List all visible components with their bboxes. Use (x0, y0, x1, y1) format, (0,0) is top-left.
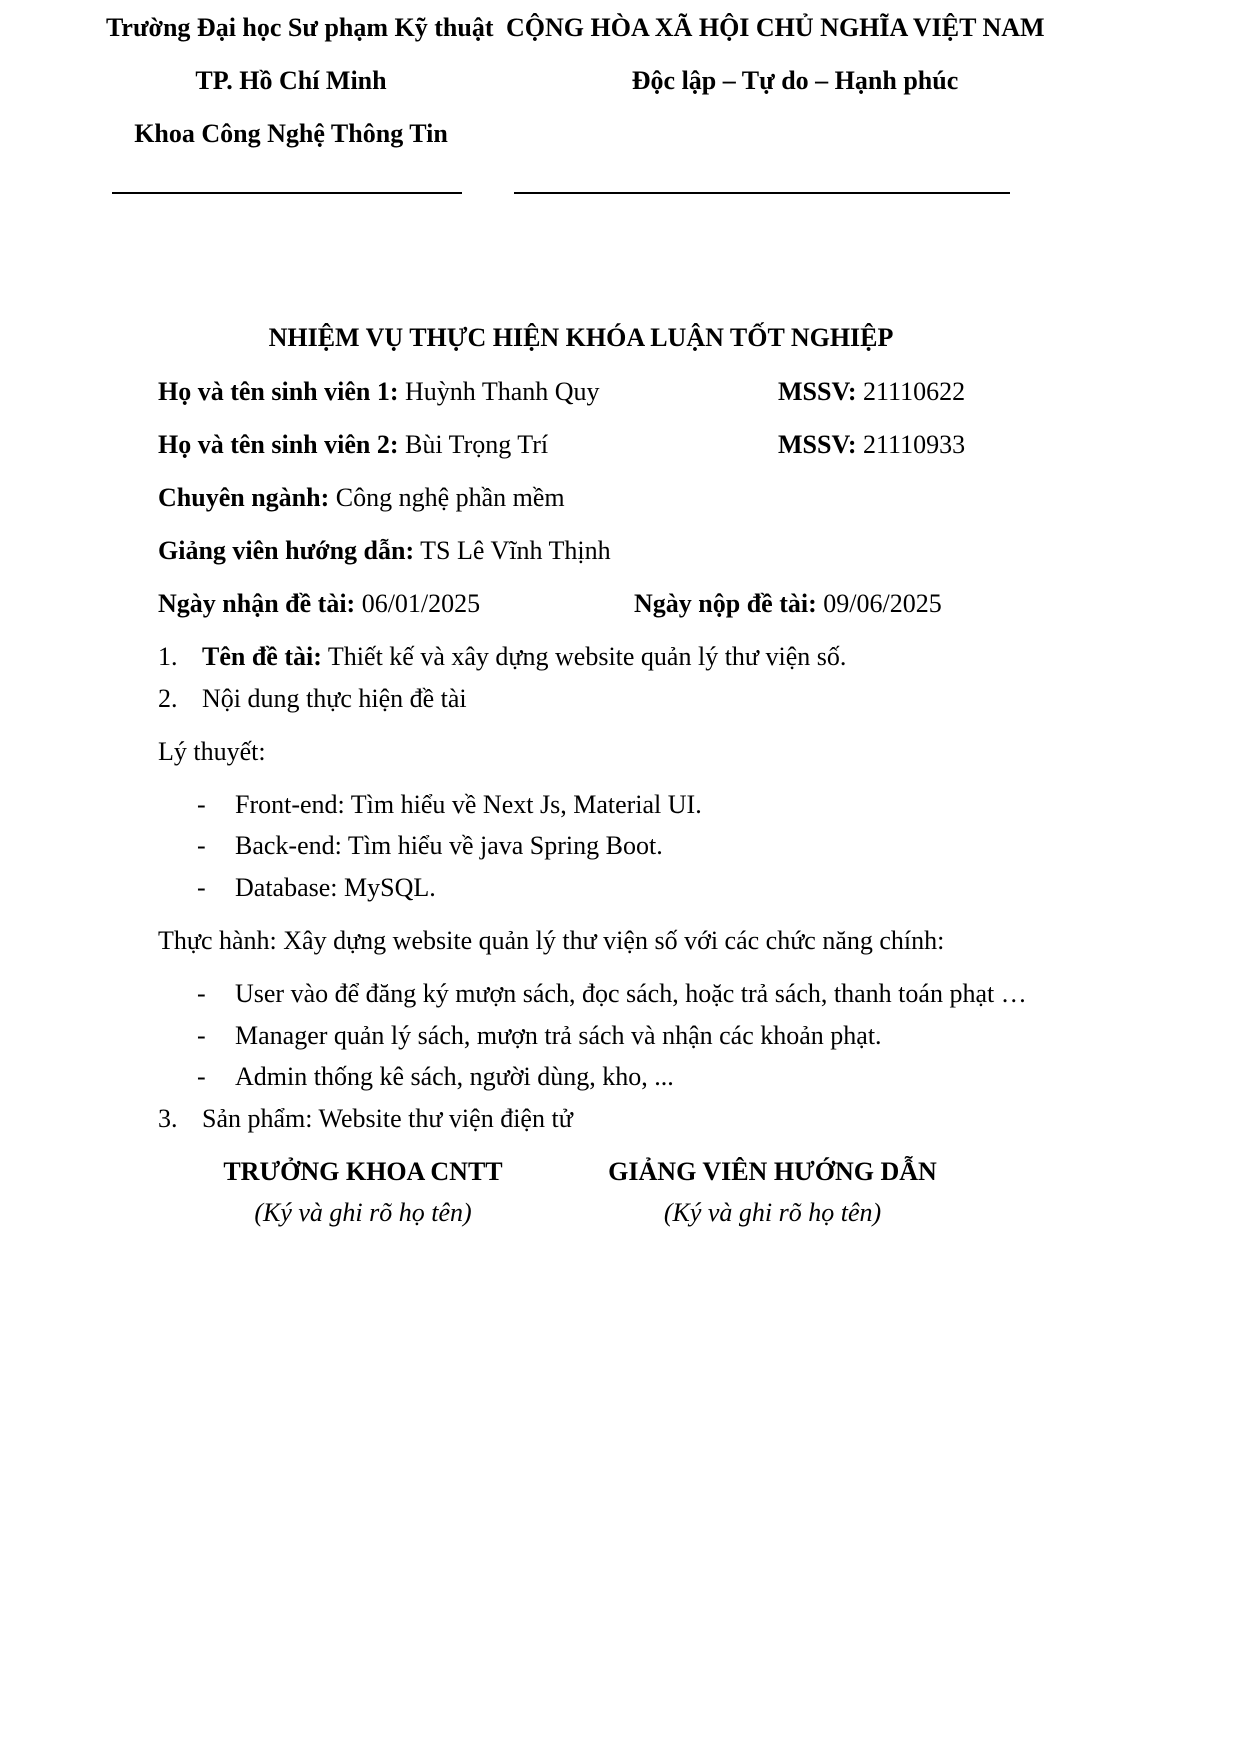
received-date-label: Ngày nhận đề tài: (158, 589, 356, 618)
advisor-label: Giảng viên hướng dẫn: (158, 536, 415, 565)
republic-name: CỘNG HÒA XÃ HỘI CHỦ NGHĨA VIỆT NAM (506, 13, 1045, 42)
school-city: TP. Hồ Chí Minh (195, 66, 387, 95)
student-1-id: 21110622 (863, 377, 966, 406)
section-3-number: 3. (158, 1104, 178, 1133)
major-value: Công nghệ phần mềm (335, 483, 565, 512)
practice-label: Thực hành: Xây dựng website quản lý thư viện số với các chức năng chính: (158, 926, 945, 955)
theory-item-1: Front-end: Tìm hiểu về Next Js, Material UI. (235, 790, 702, 819)
document-title: NHIỆM VỤ THỰC HIỆN KHÓA LUẬN TỐT NGHIỆP (268, 323, 894, 352)
student-2-name: Bùi Trọng Trí (405, 430, 549, 459)
section-2 (158, 683, 467, 715)
student-1-id-row (778, 376, 965, 408)
major-row (158, 482, 565, 514)
signature-left-note: (Ký và ghi rõ họ tên) (254, 1198, 472, 1227)
advisor-row (158, 535, 611, 567)
list-bullet: - (197, 1021, 206, 1050)
school-name: Trường Đại học Sư phạm Kỹ thuật (106, 13, 494, 42)
student-2-id-row (778, 429, 965, 461)
practice-item-3: Admin thống kê sách, người dùng, kho, ... (235, 1062, 674, 1091)
major-label: Chuyên ngành: (158, 483, 330, 512)
list-bullet: - (197, 831, 206, 860)
signature-left-title: TRƯỞNG KHOA CNTT (223, 1157, 503, 1186)
list-item (197, 1020, 882, 1052)
student-1-id-label: MSSV: (778, 377, 857, 406)
list-item (197, 978, 1027, 1010)
list-bullet: - (197, 979, 206, 1008)
header-left-rule (112, 192, 462, 194)
section-2-number: 2. (158, 684, 178, 713)
submitted-date-row (634, 588, 942, 620)
theory-item-3: Database: MySQL. (235, 873, 436, 902)
student-1-label: Họ và tên sinh viên 1: (158, 377, 399, 406)
practice-item-2: Manager quản lý sách, mượn trả sách và nhận các khoản phạt. (235, 1021, 882, 1050)
list-item (197, 1061, 674, 1093)
list-bullet: - (197, 790, 206, 819)
signature-right-title: GIẢNG VIÊN HƯỚNG DẪN (608, 1157, 937, 1186)
student-2-id: 21110933 (863, 430, 966, 459)
received-date: 06/01/2025 (361, 589, 481, 618)
faculty-name: Khoa Công Nghệ Thông Tin (134, 119, 448, 148)
section-2-text: Nội dung thực hiện đề tài (202, 684, 467, 713)
student-2-id-label: MSSV: (778, 430, 857, 459)
advisor-value: TS Lê Vĩnh Thịnh (420, 536, 611, 565)
list-bullet: - (197, 873, 206, 902)
submitted-date-label: Ngày nộp đề tài: (634, 589, 817, 618)
national-motto: Độc lập – Tự do – Hạnh phúc (631, 66, 959, 95)
list-item (197, 789, 702, 821)
list-item (197, 872, 436, 904)
student-1-name: Huỳnh Thanh Quy (405, 377, 600, 406)
section-3 (158, 1103, 573, 1135)
section-1-label: Tên đề tài: (202, 642, 322, 671)
section-1-value: Thiết kế và xây dựng website quản lý thư viện số. (327, 642, 847, 671)
received-date-row (158, 588, 480, 620)
list-item (197, 830, 663, 862)
student-2-label: Họ và tên sinh viên 2: (158, 430, 399, 459)
theory-item-2: Back-end: Tìm hiểu về java Spring Boot. (235, 831, 663, 860)
section-3-text: Sản phẩm: Website thư viện điện tử (202, 1104, 573, 1133)
submitted-date: 09/06/2025 (823, 589, 942, 618)
theory-label: Lý thuyết: (158, 737, 266, 766)
student-2-row (158, 429, 548, 461)
student-1-row (158, 376, 600, 408)
section-1 (158, 641, 846, 673)
section-1-number: 1. (158, 642, 178, 671)
header-right-rule (514, 192, 1010, 194)
signature-right-note: (Ký và ghi rõ họ tên) (663, 1198, 882, 1227)
list-bullet: - (197, 1062, 206, 1091)
practice-item-1: User vào để đăng ký mượn sách, đọc sách, hoặc trả sách, thanh toán phạt … (235, 979, 1027, 1008)
